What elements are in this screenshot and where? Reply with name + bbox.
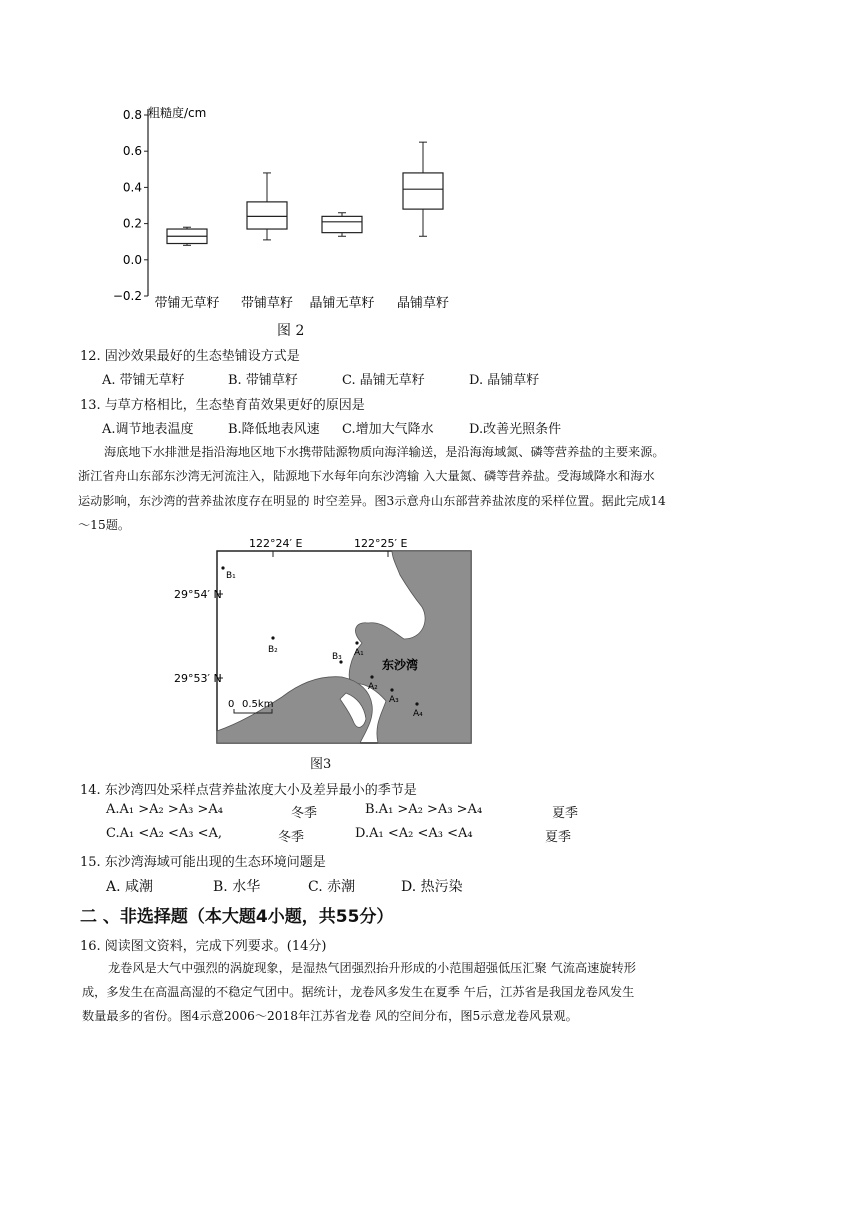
q12-option-a[interactable]: A. 带铺无草籽 bbox=[102, 373, 185, 388]
box-1 bbox=[167, 227, 207, 245]
question-14-stem: 14. 东沙湾四处采样点营养盐浓度大小及差异最小的季节是 bbox=[80, 783, 417, 798]
question-12-stem: 12. 固沙效果最好的生态垫铺设方式是 bbox=[80, 349, 300, 364]
q14-option-b-order: B.A₁ >A₂ >A₃ >A₄ bbox=[365, 802, 483, 817]
category-label: 带铺无草籽 bbox=[154, 296, 220, 311]
question-16-stem: 16. 阅读图文资料，完成下列要求。(14分) bbox=[80, 939, 327, 954]
q14-option-c[interactable] bbox=[106, 826, 305, 845]
lat-label-2: 29°53′ N bbox=[174, 672, 222, 685]
figure-2-boxplot bbox=[110, 100, 470, 315]
q13-option-b[interactable]: B.降低地表风速 bbox=[228, 422, 320, 437]
y-tick-label: 0.2 bbox=[122, 216, 142, 231]
q12-option-b[interactable]: B. 带铺草籽 bbox=[228, 373, 298, 388]
y-tick-label: 0.6 bbox=[122, 144, 142, 159]
svg-text:A₄: A₄ bbox=[413, 709, 423, 719]
y-tick-labels bbox=[113, 108, 142, 303]
category-labels bbox=[154, 295, 449, 311]
intro-paragraph-line-4: ～15题。 bbox=[78, 518, 131, 532]
bay-label: 东沙湾 bbox=[382, 658, 419, 672]
q16-paragraph-line-1: 龙卷风是大气中强烈的涡旋现象，是湿热气团强烈抬升形成的小范围超强低压汇聚 气流高速旋转形 bbox=[108, 961, 636, 975]
q14-option-d-order: D.A₁ <A₂ <A₃ <A₄ bbox=[355, 826, 473, 841]
q12-option-c[interactable]: C. 晶铺无草籽 bbox=[342, 373, 425, 388]
box-4 bbox=[403, 142, 443, 236]
y-tick-label: 0.0 bbox=[122, 252, 142, 267]
q15-option-c[interactable]: C. 赤潮 bbox=[308, 879, 356, 895]
sample-point-b3 bbox=[332, 652, 343, 664]
question-15-stem: 15. 东沙湾海域可能出现的生态环境问题是 bbox=[80, 855, 326, 870]
category-label: 晶铺无草籽 bbox=[309, 296, 375, 311]
q15-option-b[interactable]: B. 水华 bbox=[213, 879, 261, 895]
q14-option-d[interactable] bbox=[355, 826, 572, 845]
box-2 bbox=[247, 173, 287, 240]
q13-option-a[interactable]: A.调节地表温度 bbox=[102, 422, 194, 437]
q13-option-d[interactable]: D.改善光照条件 bbox=[469, 422, 562, 437]
q13-option-c[interactable]: C.增加大气降水 bbox=[342, 422, 434, 437]
q12-option-d[interactable]: D. 晶铺草籽 bbox=[469, 373, 540, 388]
q16-paragraph-line-2: 成，多发生在高温高湿的不稳定气团中。据统计，龙卷风多发生在夏季 午后，江苏省是我国龙卷风发生 bbox=[82, 985, 635, 999]
box-body bbox=[247, 202, 287, 229]
q14-option-a-season: 冬季 bbox=[291, 806, 318, 821]
section-2-heading: 二 、非选择题（本大题4小题，共55分） bbox=[80, 907, 394, 927]
svg-text:A₁: A₁ bbox=[354, 648, 364, 658]
lat-label-1: 29°54′ N bbox=[174, 588, 222, 601]
svg-text:B₃: B₃ bbox=[332, 652, 342, 662]
box-body bbox=[403, 173, 443, 209]
q14-option-b[interactable] bbox=[365, 802, 579, 821]
svg-text:B₂: B₂ bbox=[268, 645, 278, 655]
lon-label-1: 122°24′ E bbox=[249, 537, 303, 550]
y-axis bbox=[144, 109, 148, 296]
figure-2-caption: 图 2 bbox=[277, 323, 305, 339]
q15-option-d[interactable]: D. 热污染 bbox=[401, 879, 463, 895]
q14-option-b-season: 夏季 bbox=[552, 806, 579, 821]
category-label: 晶铺草籽 bbox=[396, 296, 450, 311]
q14-option-a[interactable] bbox=[106, 802, 318, 821]
lon-label-2: 122°25′ E bbox=[354, 537, 408, 550]
intro-paragraph-line-2: 浙江省舟山东部东沙湾无河流注入，陆源地下水每年向东沙湾输 入大量氮、磷等营养盐。受海域降水和海水 bbox=[78, 469, 655, 483]
category-label: 带铺草籽 bbox=[240, 296, 294, 311]
y-tick-label: 0.4 bbox=[122, 180, 142, 195]
scale-label: 0.5km bbox=[242, 699, 274, 710]
scale-zero: 0 bbox=[228, 699, 235, 710]
q14-option-c-season: 冬季 bbox=[278, 830, 305, 845]
figure-3-caption: 图3 bbox=[310, 757, 332, 772]
y-tick-label: −0.2 bbox=[112, 289, 142, 303]
intro-paragraph-line-3: 运动影响，东沙湾的营养盐浓度存在明显的 时空差异。图3示意舟山东部营养盐浓度的采样位置。据此完成14 bbox=[78, 494, 666, 508]
intro-paragraph-line-1: 海底地下水排泄是指沿海地区地下水携带陆源物质向海洋输送，是沿海海域氮、磷等营养盐的主要来源。 bbox=[104, 445, 665, 459]
svg-text:B₁: B₁ bbox=[226, 571, 236, 581]
q14-option-a-order: A.A₁ >A₂ >A₃ >A₄ bbox=[106, 802, 223, 817]
q16-paragraph-line-3: 数量最多的省份。图4示意2006～2018年江苏省龙卷 风的空间分布，图5示意龙卷风景观。 bbox=[82, 1009, 578, 1023]
boxes bbox=[167, 142, 443, 245]
figure-3-map bbox=[160, 535, 480, 747]
y-tick-label: 0.8 bbox=[122, 108, 142, 122]
q14-option-d-season: 夏季 bbox=[545, 830, 572, 845]
box-3 bbox=[322, 213, 362, 237]
box-body bbox=[322, 216, 362, 232]
q15-option-a[interactable]: A. 咸潮 bbox=[106, 879, 154, 895]
svg-text:A₂: A₂ bbox=[368, 682, 378, 692]
q14-option-c-order: C.A₁ <A₂ <A₃ <A, bbox=[106, 826, 223, 841]
svg-text:A₃: A₃ bbox=[389, 695, 399, 705]
y-axis-label: 粗糙度/cm bbox=[148, 106, 207, 120]
question-13-stem: 13. 与草方格相比，生态垫育苗效果更好的原因是 bbox=[80, 398, 365, 413]
